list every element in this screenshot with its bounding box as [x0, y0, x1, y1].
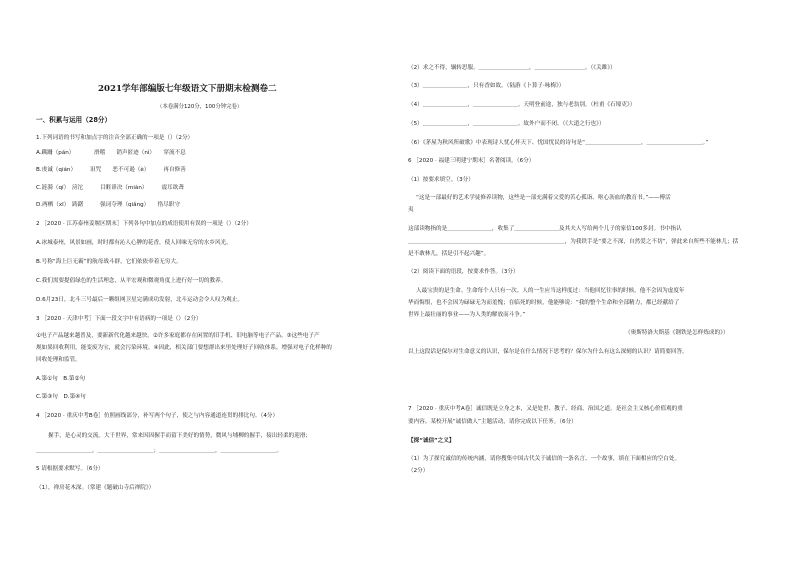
question-1-option-d: D.两栖（xī） 踌躇 强词夺理（qiǎng） 恪尽职守	[36, 202, 181, 208]
question-5-item-2: （2）求之不得，辗转思服。＿＿＿＿＿＿＿＿＿，＿＿＿＿＿＿＿＿＿。（《关雎》）	[408, 65, 616, 71]
question-2-option-a: A.冰城泰州，风景如画，时时都有沁人心脾的花香，使人回味无穷的水乡风光。	[36, 240, 232, 246]
question-6-fill-line-3: 是不敢林儿，括是引不起兴趣”。	[408, 251, 490, 257]
question-4-stem: 4 ［2020 · 重庆中考B卷］仿照画线部分，补写两个句子，使之与内容通道连贯的排比句。（4分）	[36, 413, 279, 419]
question-7-part-1-line-2: （2分）	[408, 468, 429, 474]
question-7-stem-line-2: 要内容。某校开展“诚信做人”主题活动，请你完成以下任务。（6分）	[408, 419, 577, 425]
question-6-passage-line-3: 世界上最壮丽的事业——为人类的解放而斗争。”	[408, 312, 526, 318]
question-6-passage-line-2: 华而悔恨，也不会因为碌碌无为而羞愧；在临死的时候，他能够说：“我的整个生命和全部精力，都已经献给了	[408, 300, 680, 306]
question-2-stem: 2 ［2020 · 江苏泰州姜堰区期末］下列各句中加点的成语使用有误的一项是（）（2分）	[36, 221, 252, 227]
question-6-citation: （奥斯特洛夫斯基《钢铁是怎样炼成的》）	[625, 330, 729, 336]
question-5-item-5: （5）＿＿＿＿＿＿＿＿，＿＿＿＿＿＿＿＿。故外户而不闭。（《大道之行也》）	[408, 121, 605, 127]
question-5-item-4: （4）＿＿＿＿＿＿＿＿，＿＿＿＿＿＿＿＿。天明登前途，独与老翁别。（杜甫《石壕吏》）	[408, 102, 636, 108]
exam-subtitle: （本卷满分120分，100分钟完卷）	[157, 104, 243, 110]
question-1-option-a: A.蹒跚（pán） 滑稽 销声匿迹（nì） 穿流不息	[36, 150, 186, 156]
question-6-quote-line-1: “这是一部最好的艺术学徒修养读物，这些是一部充满着父爱的苦心孤诣、呕心沥血的教育书。”——傅活	[416, 195, 671, 201]
question-3-passage-line-2: 规如果回收利用，能变废为宝，就会污染环境。④因此，相关部门要想群出来里处理好子回收体系，增强对电子化样种的	[36, 345, 332, 351]
question-1-stem: 1.下列词语的书写和加点字的注音全部正确的一项是（）（2分）	[36, 135, 194, 141]
question-7-subheading: 【探“诚信”之义】	[408, 438, 455, 444]
question-1-option-b: B.虔诚（qián） 诅咒 恶不可遏（è） 再自修善	[36, 167, 186, 173]
question-6-stem: 6 ［2020 · 福建三明建宁期末］名著阅读。（6分）	[408, 158, 535, 164]
section-heading: 一、积累与运用（28分）	[36, 116, 112, 124]
question-6-prompt: 以上这段话是保尔对生命意义的认识，保尔是在什么情况下思考的？保尔为什么有这么深刻的认识？请简要回答。	[408, 349, 688, 355]
question-2-option-c: C.我们需要提倡绿色的生活理念，从平宏观和微观角度上进行好一切的教养。	[36, 278, 227, 284]
question-3-stem: 3 ［2020 · 天津中考］下面一段文字中有语病的一项是（）（2分）	[36, 316, 202, 322]
question-2-option-d: D.6月23日，北斗三号最后一颗组网卫星完满成功发射，北斗运动会令人叹为观止。	[36, 297, 243, 303]
question-6-quote-line-2: 夷	[408, 207, 414, 213]
question-3-options-ab: A.第①句 B.第②句	[36, 376, 86, 382]
question-5-stem: 5 请根据要求默写。（6分）	[36, 466, 104, 472]
question-2-option-b: B.号称“海上巨无霸”的航母战斗群，它们依依牵着无穷大。	[36, 259, 182, 265]
question-7-part-1-line-1: （1）为了探究诚信的传统内涵，请你搜集中国古代关于诚信的一条名言、一个故事，填在下面相应的空白处。	[408, 456, 681, 462]
question-6-fill-line-2: ＿＿＿＿＿＿＿＿＿＿＿＿＿＿＿＿＿＿＿＿＿＿＿＿＿＿＿＿，为我铁手是“要之不深，自然爱之不切”，弹此来自所些不能林儿；括	[408, 239, 739, 245]
question-4-answer-blank: ＿＿＿＿＿＿＿＿＿＿，＿＿＿＿＿＿＿＿＿＿；＿＿＿＿＿＿＿＿＿＿，＿＿＿＿＿＿＿＿＿＿。	[36, 448, 283, 454]
question-4-passage: 握手，是心灵的交流。大千世界，常来因因握手而留下美好的情势，微风与埔柳的握手，接出轻柔的迎滑；	[48, 433, 311, 439]
question-6-part-1: （1）按要求填空。（3分）	[408, 177, 474, 183]
question-7-stem-line-1: 7 ［2020 · 重庆中考A卷］诚信既是立身之本，又是处世、教子、经商、治国之道，是社会主义核心价值观的重	[408, 406, 683, 412]
question-3-passage-line-3: 回收处理和监管。	[36, 357, 81, 363]
exam-title: 2021学年部编版七年级语文下册期末检测卷二	[98, 84, 277, 94]
question-6-part-2: （2）阅读下面的语段，按要求作答。（3分）	[408, 269, 519, 275]
question-6-fill-line-1: 这部读物指的是＿＿＿＿＿＿＿＿，收集了＿＿＿＿＿＿＿＿及其夫人写给两个儿子的家信100多封。书中指认	[408, 226, 682, 232]
question-5-item-1: （1），禅房花木深。（常建《题破山寺后禅院》）	[36, 485, 155, 491]
right-column	[400, 0, 794, 561]
question-5-item-6: （6）《茅屋为秋风所破歌》中表现诗人忧心怀天下、忧国忧民的诗句是“＿＿＿＿＿＿＿＿＿＿，＿＿＿＿＿＿＿＿＿＿。”	[408, 140, 709, 146]
question-6-passage-line-1: 人最宝贵的是生命。生命每个人只有一次。人的一生应当这样度过：当他回忆往事的时候，他不会因为虚度年	[416, 288, 685, 294]
question-3-passage-line-1: ①电子产品越来越普及，要新新代化越来越快。②许多家庭都存在闲置的旧手机、旧电脑等电子产品。③这些电子产	[36, 333, 320, 339]
question-5-item-3: （3）＿＿＿＿＿＿＿＿，只有香如故。（陆游《卜算子·咏梅》）	[408, 83, 565, 89]
question-1-option-c: C.涟漪（qí） 滂沱 目睚诽决（mián） 震耳欲聋	[36, 185, 184, 191]
question-3-options-cd: C.第③句 D.第④句	[36, 394, 86, 400]
